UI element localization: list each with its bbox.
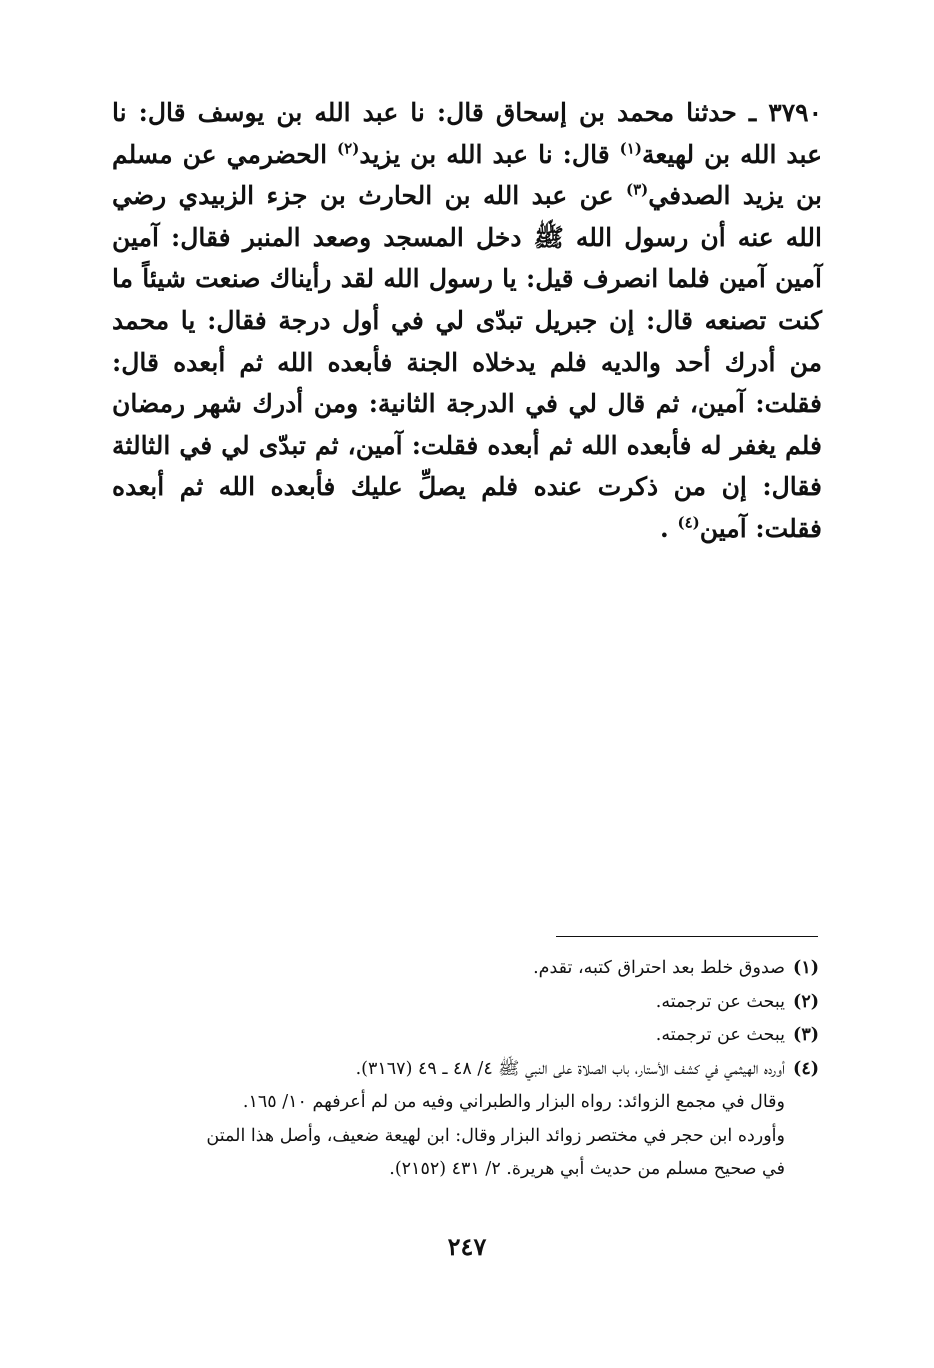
footnote-text: صدوق خلط بعد احتراق كتبه، تقدم. <box>533 958 785 978</box>
hadith-text <box>112 92 822 550</box>
footnote-continuation: في صحيح مسلم من حديث أبي هريرة. ٢/ ٤٣١ (٢١٥٢). <box>389 1159 785 1179</box>
footnote <box>107 1053 819 1087</box>
hadith-end: . <box>660 513 678 543</box>
hadith-segment: الحضرمي عن مسلم بن يزيد الصدفي <box>112 139 823 211</box>
footnote-ref[interactable]: (١) <box>619 139 642 158</box>
footnote-divider <box>556 936 818 937</box>
footnote-continuation: وأورده ابن حجر في مختصر زوائد البزار وقال: ابن لهيعة ضعيف، وأصل هذا المتن <box>206 1125 785 1146</box>
footnote-ref[interactable]: (٤) <box>677 513 700 532</box>
footnote-number: (٢) <box>793 991 819 1012</box>
footnote-number: (٣) <box>793 1025 819 1045</box>
hadith-segment: قال: نا عبد الله بن يزيد <box>359 139 620 169</box>
hadith-segment: عن عبد الله بن الحارث بن جزء الزبيدي رضي الله عنه أن رسول الله ﷺ دخل المسجد وصعد المنبر فقال: آمين آمين آمين فلما انصرف قيل: يا رسول الله لقد رأيناك صنعت شيئاً ما كنت تصنعه قال: إن جبريل تبدّى لي في أول درجة فقال: يا محمد من أدرك أحد والديه فلم يدخلاه الجنة فأبعده الله ثم أبعده قال: فقلت: آمين، ثم قال لي في الدرجة الثانية: ومن أدرك شهر رمضان فلم يغفر له فأبعده الله ثم أبعده فقلت: آمين، ثم تبدّى لي في الثالثة فقال: إن من ذكرت عنده فلم يصلِّ عليك فأبعده الله ثم أبعده فقلت: آمين <box>112 181 822 543</box>
footnote <box>107 986 819 1020</box>
footnote-number: (٤) <box>793 1058 819 1079</box>
footnote-ref[interactable]: (٣) <box>625 180 649 199</box>
footnote-number: (١) <box>793 958 819 978</box>
footnote <box>107 1019 819 1053</box>
hadith-number: ٣٧٩٠ ـ <box>748 98 822 127</box>
footnote-text: يبحث عن ترجمته. <box>655 1025 785 1045</box>
footnote-text: يبحث عن ترجمته. <box>655 991 785 1012</box>
footnotes-section <box>107 952 819 1187</box>
footnote-ref[interactable]: (٢) <box>337 139 360 158</box>
footnote-continuation: وقال في مجمع الزوائد: رواه البزار والطبراني وفيه من لم أعرفهم ١٠/ ١٦٥. <box>242 1092 785 1112</box>
footnote-text: أورده الهيثمي في كشف الأستار، باب الصلاة على النبي ﷺ ٤/ ٤٨ ـ ٤٩ (٣١٦٧). <box>355 1058 785 1079</box>
hadith-segment: حدثنا محمد بن إسحاق قال: نا عبد الله بن يوسف قال: نا عبد الله بن لهيعة <box>112 98 822 169</box>
page-number: ٢٤٧ <box>447 1232 487 1261</box>
footnote <box>107 952 819 986</box>
